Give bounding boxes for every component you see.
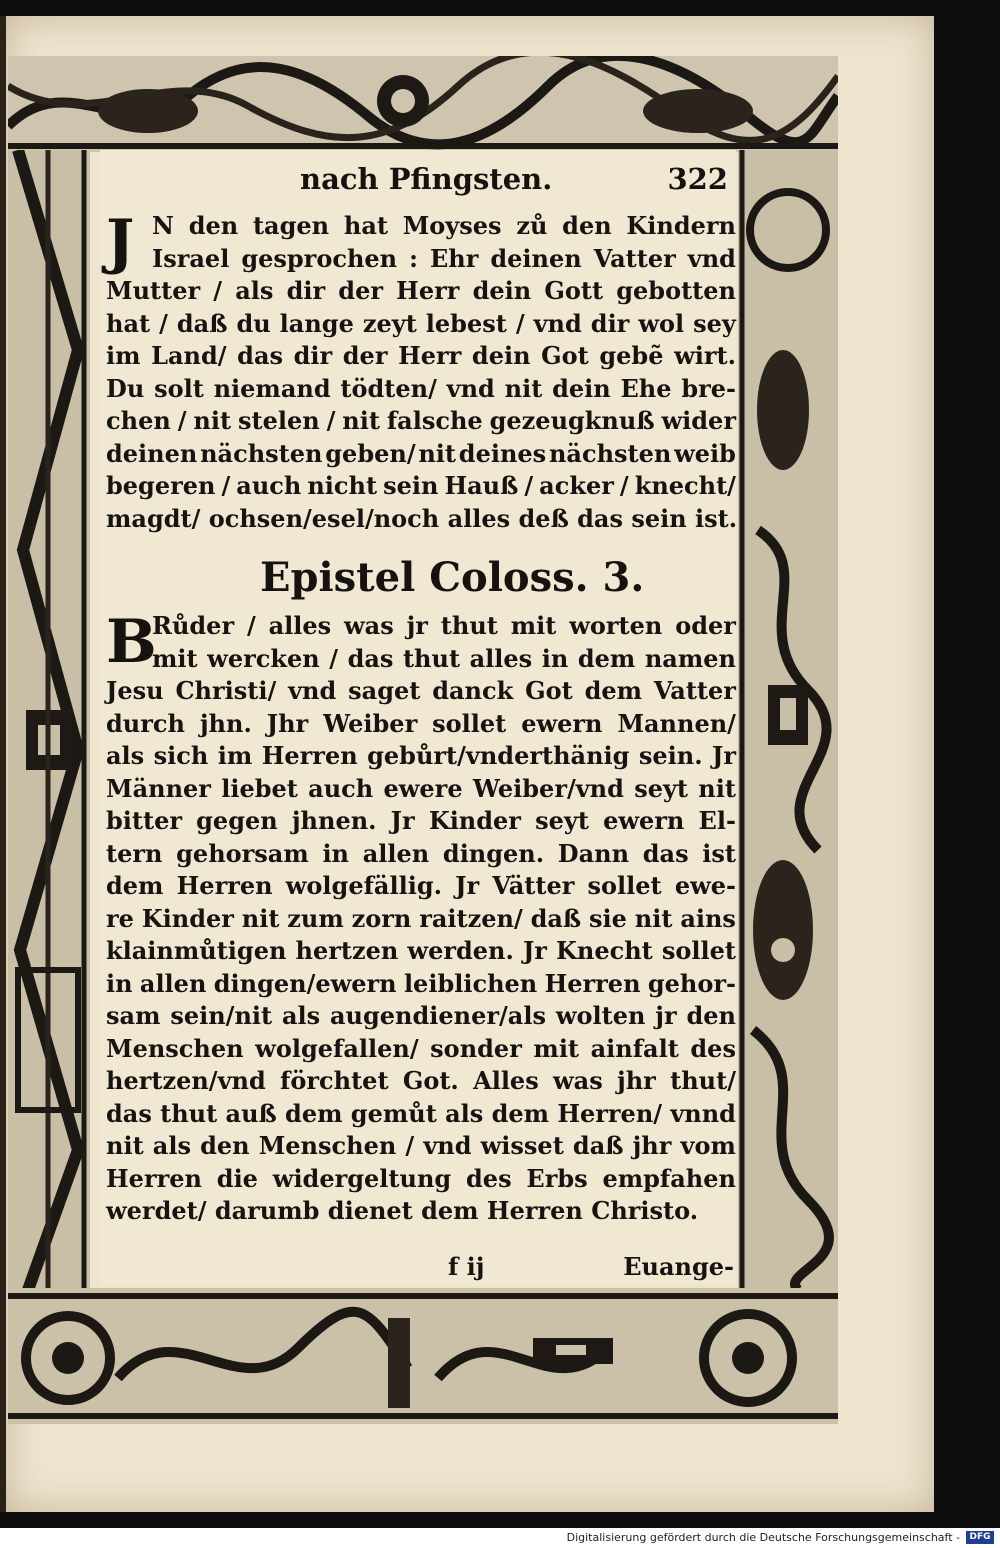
text-line: Du solt niemand tödten/ vnd nit dein Ehe bre- [106,373,736,403]
page-number: 322 [667,162,728,196]
text-line: hat / daß du lange zeyt lebest / vnd dir wol sey [106,308,736,338]
text-line: mit wercken / das thut alles in dem namen [152,643,736,673]
text-line: sam sein/nit als augendiener/als wolten jr den [106,1001,736,1030]
text-line: klainmůtigen hertzen werden. Jr Knecht sollet [106,936,736,965]
running-title: nach Pfingsten. [300,162,553,196]
text-block [100,150,736,1285]
text-line: als sich im Herren gebůrt/vnderthänig sein. Jr [106,741,736,770]
text-line: Menschen wolgefallen/ sonder mit ainfalt des [106,1033,736,1063]
dropcap: B [106,607,157,677]
text-line: in allen dingen/ewern leiblichen Herren gehor- [106,968,736,998]
section-heading: Epistel Coloss. 3. [260,554,645,601]
text-line: N den tagen hat Moyses zů den Kindern [152,211,736,240]
text-line: tern gehorsam in allen dingen. Dann das ist [106,838,736,868]
woodcut-border-bottom-icon [8,1288,838,1424]
text-line: Mutter / als dir der Herr dein Gott gebotten [106,276,736,305]
text-line: Jesu Christi/ vnd saget danck Got dem Vatter [106,676,736,705]
text-line: deinen nächsten geben/ nit deines nächsten weib [106,438,736,468]
funding-notice: Digitalisierung gefördert durch die Deutsche Forschungsgemeinschaft - [566,1531,960,1544]
dropcap: J [106,207,135,277]
footer-bar [0,1528,1000,1548]
text-line: hertzen/vnd förchtet Got. Alles was jhr thut/ [106,1066,736,1095]
dfg-logo-icon: DFG [966,1531,994,1544]
text-line: das thut auß dem gemůt als dem Herren/ vnnd [106,1098,736,1128]
text-line: chen / nit stelen / nit falsche gezeugknuß wider [106,406,736,435]
text-line: nit als den Menschen / vnd wisset daß jhr vom [106,1131,736,1160]
text-line: durch jhn. Jhr Weiber sollet ewern Mannen/ [106,708,736,738]
running-head [100,162,736,202]
text-line: Israel gesprochen : Ehr deinen Vatter vnd [152,243,736,273]
text-line: Herren die widergeltung des Erbs empfahen [106,1163,736,1193]
text-line: im Land/ das dir der Herr dein Got gebẽ wirt. [106,341,736,370]
catchword: Euange- [623,1252,734,1281]
text-line: re Kinder nit zum zorn raitzen/ daß sie nit ains [106,903,736,933]
text-line: begeren / auch nicht sein Hauß / acker / knecht/ [106,471,736,500]
text-line: werdet/ darumb dienet dem Herren Christo. [106,1196,699,1225]
woodcut-border-right-icon [738,150,838,1290]
signature-mark: f ij [448,1252,485,1281]
paragraph-commandments [106,207,738,535]
paragraph-epistle [106,607,736,1228]
text-line: Männer liebet auch ewere Weiber/vnd seyt nit [106,773,736,803]
woodcut-border-top-icon [8,56,838,152]
woodcut-border-left-icon [8,150,90,1290]
text-line: dem Herren wolgefällig. Jr Vätter sollet ewe- [106,871,736,900]
text-line: bitter gegen jhnen. Jr Kinder seyt ewern El- [106,806,736,835]
text-line: Růder / alles was jr thut mit worten oder [152,611,736,640]
text-line: magdt/ ochsen/esel/noch alles deß das sein ist. [106,503,738,533]
